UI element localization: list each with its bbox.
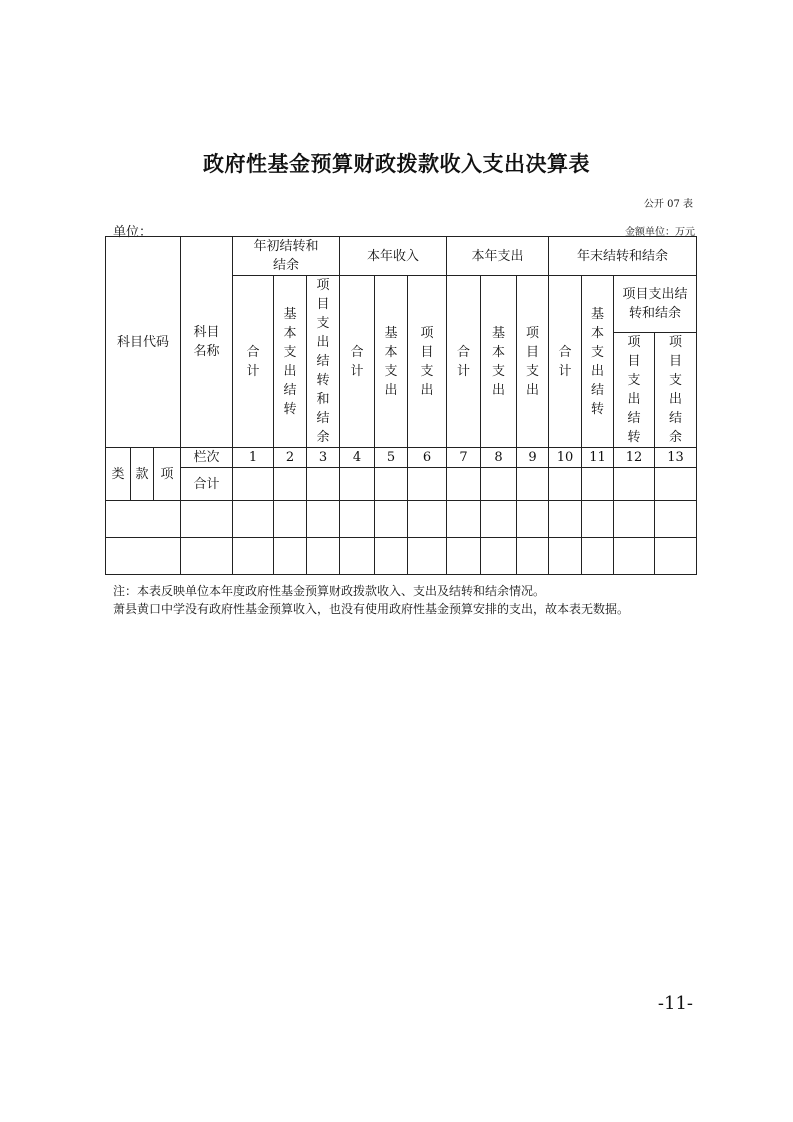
header-category: 类 bbox=[106, 448, 131, 501]
column-number: 6 bbox=[408, 448, 447, 468]
header-subject-code: 科目代码 bbox=[106, 237, 181, 448]
column-number: 7 bbox=[447, 448, 481, 468]
amount-unit: 金额单位：万元 bbox=[625, 227, 695, 238]
column-number: 5 bbox=[375, 448, 408, 468]
column-number: 12 bbox=[614, 448, 655, 468]
header-item: 项 bbox=[154, 448, 181, 501]
header-end-total: 合计 bbox=[549, 276, 582, 448]
header-income-project: 项目支出 bbox=[408, 276, 447, 448]
header-section: 款 bbox=[131, 448, 154, 501]
header-group-begin: 年初结转和结余 bbox=[233, 237, 340, 276]
form-number: 公开 07 表 bbox=[643, 199, 693, 210]
column-number: 13 bbox=[655, 448, 697, 468]
header-expense-project: 项目支出 bbox=[517, 276, 549, 448]
column-number-label: 栏次 bbox=[181, 448, 233, 468]
table-row-total bbox=[106, 468, 697, 501]
header-group-end: 年末结转和结余 bbox=[549, 237, 697, 276]
header-subject-name: 科目名称 bbox=[181, 237, 233, 448]
column-number: 11 bbox=[582, 448, 614, 468]
page-title: 政府性基金预算财政拨款收入支出决算表 bbox=[203, 152, 590, 176]
column-number: 4 bbox=[340, 448, 375, 468]
header-group-income: 本年收入 bbox=[340, 237, 447, 276]
header-begin-total: 合计 bbox=[233, 276, 274, 448]
header-income-basic: 基本支出 bbox=[375, 276, 408, 448]
budget-table bbox=[105, 236, 697, 575]
note-line: 注：本表反映单位本年度政府性基金预算财政拨款收入、支出及结转和结余情况。 bbox=[113, 584, 546, 598]
header-income-total: 合计 bbox=[340, 276, 375, 448]
column-number: 8 bbox=[481, 448, 517, 468]
column-number: 3 bbox=[307, 448, 340, 468]
total-row-label: 合计 bbox=[181, 468, 233, 501]
column-number: 10 bbox=[549, 448, 582, 468]
table-notes bbox=[113, 582, 629, 618]
page-number: -11- bbox=[657, 993, 693, 1014]
table-row bbox=[106, 501, 697, 538]
column-number: 2 bbox=[274, 448, 307, 468]
note-line: 萧县黄口中学没有政府性基金预算收入，也没有使用政府性基金预算安排的支出，故本表无数据。 bbox=[113, 602, 630, 616]
unit-label: 单位： bbox=[113, 225, 153, 240]
header-expense-total: 合计 bbox=[447, 276, 481, 448]
header-end-project-carry: 项目支出结转 bbox=[614, 333, 655, 448]
column-number: 9 bbox=[517, 448, 549, 468]
header-group-expense: 本年支出 bbox=[447, 237, 549, 276]
header-end-project-group: 项目支出结转和结余 bbox=[614, 276, 697, 333]
header-begin-project: 项目支出结转和结余 bbox=[307, 276, 340, 448]
header-begin-basic: 基本支出结转 bbox=[274, 276, 307, 448]
table-row bbox=[106, 538, 697, 575]
header-end-project-balance: 项目支出结余 bbox=[655, 333, 697, 448]
header-end-basic: 基本支出结转 bbox=[582, 276, 614, 448]
column-number: 1 bbox=[233, 448, 274, 468]
header-expense-basic: 基本支出 bbox=[481, 276, 517, 448]
